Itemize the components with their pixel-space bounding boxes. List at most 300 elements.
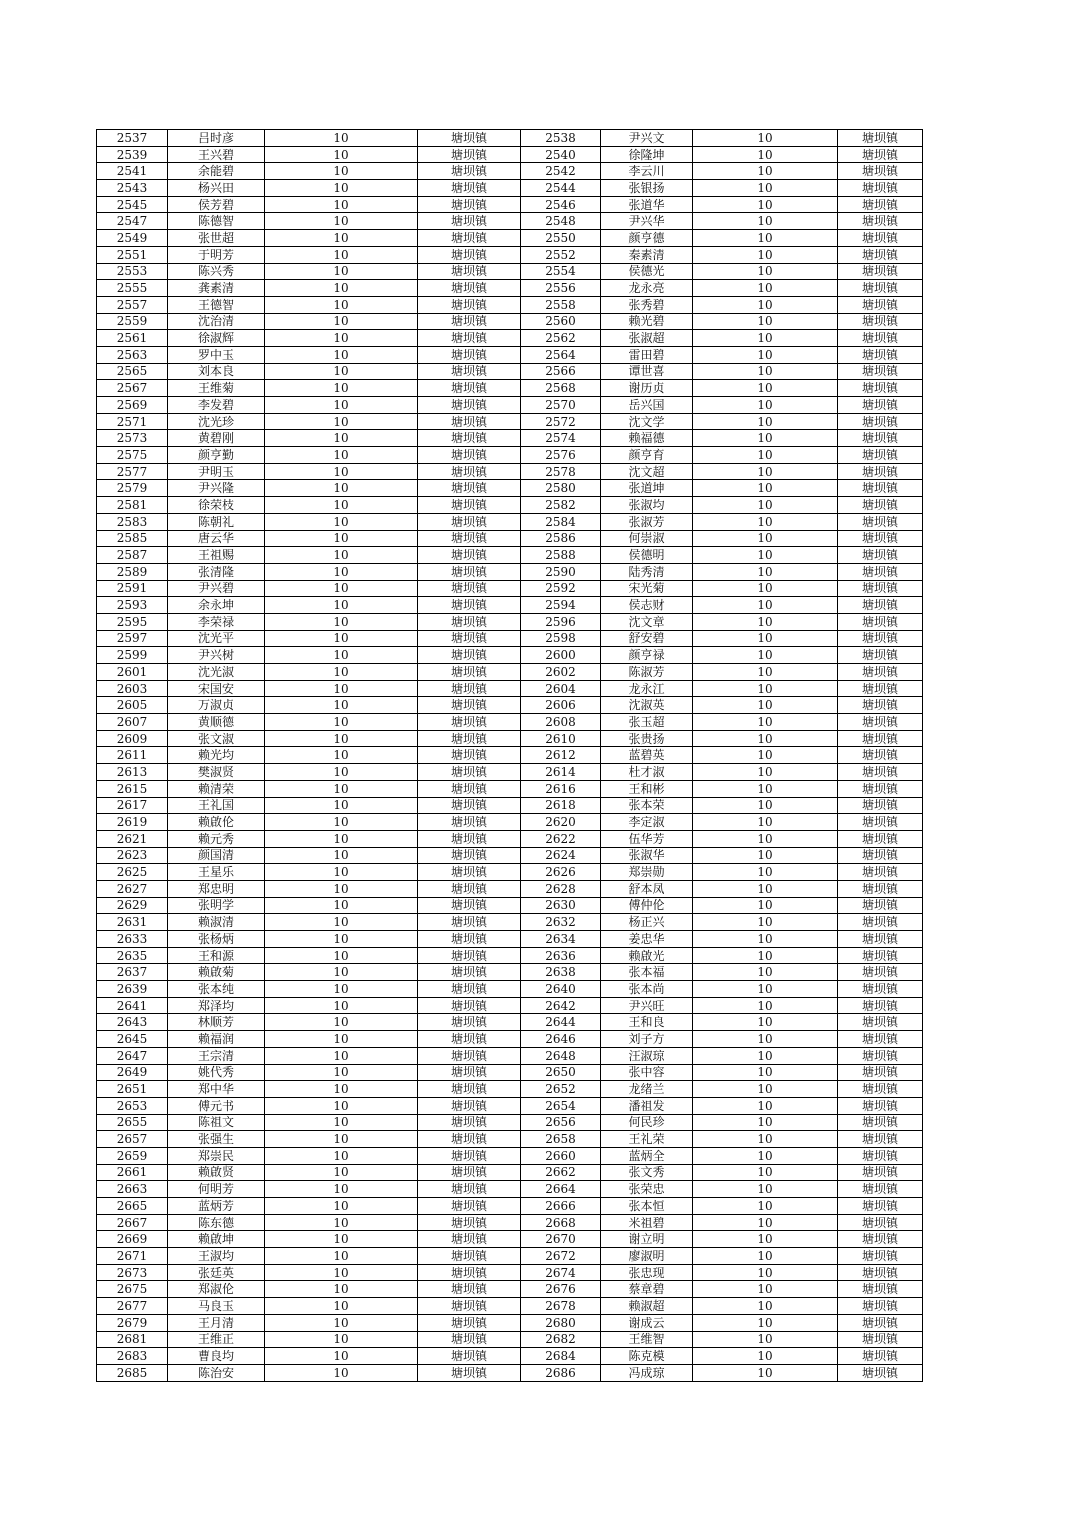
table-cell-town: 塘坝镇 [418,1114,521,1131]
table-cell-amount: 10 [693,1147,838,1164]
table-cell-name: 雷田碧 [601,346,693,363]
table-cell-town: 塘坝镇 [838,413,923,430]
table-cell-id: 2545 [97,196,168,213]
table-row [97,630,923,647]
table-row [97,1097,923,1114]
table-cell-id: 2674 [521,1264,601,1281]
table-cell-id: 2652 [521,1081,601,1098]
table-cell-town: 塘坝镇 [838,196,923,213]
table-cell-name: 秦素清 [601,246,693,263]
table-cell-name: 赖光碧 [601,313,693,330]
table-cell-id: 2622 [521,830,601,847]
table-cell-amount: 10 [265,1181,418,1198]
table-cell-id: 2583 [97,513,168,530]
table-cell-id: 2588 [521,547,601,564]
table-cell-id: 2542 [521,163,601,180]
table-cell-id: 2559 [97,313,168,330]
table-cell-name: 刘本良 [168,363,265,380]
table-cell-amount: 10 [693,463,838,480]
table-cell-amount: 10 [265,880,418,897]
table-row [97,163,923,180]
table-cell-id: 2650 [521,1064,601,1081]
table-cell-name: 李云川 [601,163,693,180]
table-cell-amount: 10 [265,280,418,297]
table-cell-name: 陈德智 [168,213,265,230]
table-cell-id: 2655 [97,1114,168,1131]
table-cell-amount: 10 [693,1164,838,1181]
table-cell-id: 2601 [97,664,168,681]
table-cell-name: 陈兴秀 [168,263,265,280]
table-cell-name: 尹兴文 [601,130,693,147]
table-cell-town: 塘坝镇 [418,246,521,263]
table-cell-name: 余永坤 [168,597,265,614]
table-cell-id: 2581 [97,497,168,514]
table-row [97,430,923,447]
table-cell-id: 2630 [521,897,601,914]
table-cell-id: 2669 [97,1231,168,1248]
table-row [97,647,923,664]
table-cell-id: 2618 [521,797,601,814]
table-cell-town: 塘坝镇 [418,196,521,213]
table-cell-town: 塘坝镇 [418,146,521,163]
table-row [97,981,923,998]
table-cell-id: 2665 [97,1198,168,1215]
table-cell-town: 塘坝镇 [838,880,923,897]
table-cell-id: 2615 [97,780,168,797]
table-cell-amount: 10 [693,947,838,964]
table-row [97,497,923,514]
table-cell-id: 2614 [521,764,601,781]
table-cell-town: 塘坝镇 [838,1214,923,1231]
table-cell-id: 2584 [521,513,601,530]
table-cell-town: 塘坝镇 [838,914,923,931]
table-cell-name: 赖清荣 [168,780,265,797]
table-cell-name: 李定淑 [601,814,693,831]
table-cell-name: 冯成琼 [601,1364,693,1381]
table-cell-id: 2606 [521,697,601,714]
table-cell-name: 米祖碧 [601,1214,693,1231]
table-cell-name: 颜亨育 [601,447,693,464]
table-cell-town: 塘坝镇 [418,914,521,931]
table-cell-id: 2611 [97,747,168,764]
table-cell-town: 塘坝镇 [418,964,521,981]
table-cell-id: 2575 [97,447,168,464]
table-row [97,714,923,731]
table-row [97,664,923,681]
table-cell-town: 塘坝镇 [838,664,923,681]
table-cell-name: 王礼国 [168,797,265,814]
table-cell-name: 张本纯 [168,981,265,998]
table-cell-town: 塘坝镇 [838,1281,923,1298]
table-cell-name: 郑崇勋 [601,864,693,881]
table-cell-name: 杨正兴 [601,914,693,931]
table-row [97,196,923,213]
table-cell-name: 岳兴国 [601,397,693,414]
table-cell-amount: 10 [265,1097,418,1114]
table-cell-town: 塘坝镇 [838,380,923,397]
table-cell-name: 陈克模 [601,1348,693,1365]
table-cell-amount: 10 [693,180,838,197]
table-cell-id: 2648 [521,1047,601,1064]
table-cell-name: 蓝炳芳 [168,1198,265,1215]
table-cell-amount: 10 [265,864,418,881]
table-cell-id: 2646 [521,1031,601,1048]
table-row [97,1064,923,1081]
table-row [97,864,923,881]
table-cell-id: 2544 [521,180,601,197]
table-cell-town: 塘坝镇 [838,1164,923,1181]
table-cell-amount: 10 [265,764,418,781]
table-cell-amount: 10 [265,1281,418,1298]
table-row [97,897,923,914]
table-row [97,313,923,330]
table-cell-amount: 10 [693,330,838,347]
table-cell-name: 张世超 [168,230,265,247]
table-row [97,1047,923,1064]
table-cell-id: 2569 [97,397,168,414]
table-cell-name: 廖淑明 [601,1248,693,1265]
table-cell-amount: 10 [265,1081,418,1098]
table-cell-amount: 10 [693,1214,838,1231]
table-cell-id: 2627 [97,880,168,897]
table-cell-id: 2600 [521,647,601,664]
table-cell-amount: 10 [265,714,418,731]
table-cell-amount: 10 [693,246,838,263]
table-cell-name: 龙永亮 [601,280,693,297]
table-cell-name: 龙绪兰 [601,1081,693,1098]
table-cell-name: 陈朝礼 [168,513,265,530]
table-cell-amount: 10 [265,447,418,464]
table-cell-town: 塘坝镇 [838,1097,923,1114]
table-cell-name: 黄碧刚 [168,430,265,447]
table-cell-name: 汪淑琼 [601,1047,693,1064]
table-cell-town: 塘坝镇 [838,814,923,831]
table-cell-town: 塘坝镇 [838,714,923,731]
table-row [97,1014,923,1031]
roster-body [97,130,923,1382]
table-cell-name: 沈治清 [168,313,265,330]
table-cell-amount: 10 [693,1298,838,1315]
table-cell-name: 赖啟坤 [168,1231,265,1248]
table-cell-amount: 10 [693,730,838,747]
table-cell-town: 塘坝镇 [838,363,923,380]
table-cell-name: 陈东德 [168,1214,265,1231]
table-row [97,947,923,964]
table-cell-town: 塘坝镇 [838,580,923,597]
table-cell-amount: 10 [693,1331,838,1348]
table-cell-id: 2558 [521,296,601,313]
table-cell-town: 塘坝镇 [838,263,923,280]
table-cell-town: 塘坝镇 [838,513,923,530]
table-cell-town: 塘坝镇 [418,563,521,580]
table-cell-amount: 10 [265,747,418,764]
table-row [97,380,923,397]
table-cell-id: 2670 [521,1231,601,1248]
table-cell-name: 杜才淑 [601,764,693,781]
table-cell-amount: 10 [693,263,838,280]
table-cell-id: 2619 [97,814,168,831]
table-cell-name: 张廷英 [168,1264,265,1281]
table-cell-name: 尹兴树 [168,647,265,664]
table-cell-town: 塘坝镇 [418,597,521,614]
table-cell-amount: 10 [693,864,838,881]
table-cell-town: 塘坝镇 [838,647,923,664]
table-cell-town: 塘坝镇 [838,1047,923,1064]
table-cell-town: 塘坝镇 [838,1147,923,1164]
table-cell-id: 2621 [97,830,168,847]
table-cell-town: 塘坝镇 [418,213,521,230]
table-row [97,997,923,1014]
table-cell-amount: 10 [265,947,418,964]
table-cell-amount: 10 [265,263,418,280]
table-cell-town: 塘坝镇 [838,747,923,764]
table-cell-name: 赖啟伦 [168,814,265,831]
table-row [97,397,923,414]
table-cell-amount: 10 [265,1198,418,1215]
table-cell-amount: 10 [693,981,838,998]
table-cell-town: 塘坝镇 [418,780,521,797]
table-cell-amount: 10 [693,747,838,764]
table-cell-town: 塘坝镇 [418,313,521,330]
table-cell-town: 塘坝镇 [838,1114,923,1131]
table-row [97,463,923,480]
table-cell-name: 赖啟贤 [168,1164,265,1181]
table-cell-amount: 10 [693,380,838,397]
table-row [97,330,923,347]
table-cell-amount: 10 [693,363,838,380]
table-cell-id: 2636 [521,947,601,964]
table-cell-name: 颜亨德 [601,230,693,247]
table-cell-town: 塘坝镇 [418,397,521,414]
table-cell-name: 陈治安 [168,1364,265,1381]
table-cell-amount: 10 [693,1047,838,1064]
table-cell-name: 王星乐 [168,864,265,881]
table-cell-town: 塘坝镇 [838,864,923,881]
table-cell-id: 2602 [521,664,601,681]
table-row [97,480,923,497]
table-cell-name: 张淑芳 [601,513,693,530]
table-cell-id: 2644 [521,1014,601,1031]
table-row [97,346,923,363]
table-cell-name: 蓝炳全 [601,1147,693,1164]
table-cell-name: 张银扬 [601,180,693,197]
table-cell-id: 2682 [521,1331,601,1348]
table-cell-town: 塘坝镇 [418,897,521,914]
table-cell-town: 塘坝镇 [418,630,521,647]
table-cell-town: 塘坝镇 [838,1081,923,1098]
table-cell-id: 2590 [521,563,601,580]
table-cell-id: 2550 [521,230,601,247]
table-cell-name: 龚素清 [168,280,265,297]
table-cell-id: 2624 [521,847,601,864]
table-cell-town: 塘坝镇 [418,497,521,514]
table-cell-amount: 10 [693,213,838,230]
table-cell-name: 谭世喜 [601,363,693,380]
table-cell-amount: 10 [265,530,418,547]
table-cell-amount: 10 [693,163,838,180]
table-cell-name: 谢立明 [601,1231,693,1248]
table-cell-id: 2570 [521,397,601,414]
table-cell-id: 2592 [521,580,601,597]
table-cell-name: 赖光均 [168,747,265,764]
table-cell-town: 塘坝镇 [838,630,923,647]
table-cell-name: 万淑贞 [168,697,265,714]
table-cell-id: 2662 [521,1164,601,1181]
table-cell-town: 塘坝镇 [838,931,923,948]
table-cell-id: 2641 [97,997,168,1014]
table-cell-town: 塘坝镇 [838,947,923,964]
table-cell-town: 塘坝镇 [418,363,521,380]
table-cell-amount: 10 [265,964,418,981]
table-cell-id: 2684 [521,1348,601,1365]
table-cell-name: 舒安碧 [601,630,693,647]
table-cell-id: 2579 [97,480,168,497]
table-cell-name: 沈淑英 [601,697,693,714]
table-cell-town: 塘坝镇 [838,613,923,630]
table-cell-town: 塘坝镇 [418,947,521,964]
table-cell-name: 宋国安 [168,680,265,697]
table-cell-name: 沈光平 [168,630,265,647]
table-cell-name: 傅元书 [168,1097,265,1114]
table-row [97,597,923,614]
table-row [97,1314,923,1331]
table-cell-name: 王维智 [601,1331,693,1348]
table-cell-name: 于明芳 [168,246,265,263]
table-row [97,764,923,781]
table-cell-town: 塘坝镇 [418,230,521,247]
table-row [97,563,923,580]
table-cell-name: 赖啟菊 [168,964,265,981]
table-cell-name: 宋光菊 [601,580,693,597]
table-cell-name: 蔡章碧 [601,1281,693,1298]
table-cell-town: 塘坝镇 [838,397,923,414]
table-cell-name: 尹兴华 [601,213,693,230]
table-row [97,780,923,797]
table-cell-id: 2677 [97,1298,168,1315]
table-cell-id: 2605 [97,697,168,714]
table-cell-id: 2616 [521,780,601,797]
table-cell-amount: 10 [693,1348,838,1365]
table-cell-town: 塘坝镇 [418,1264,521,1281]
table-cell-amount: 10 [265,563,418,580]
table-cell-name: 尹兴碧 [168,580,265,597]
table-cell-name: 郑淑伦 [168,1281,265,1298]
table-row [97,1281,923,1298]
table-cell-amount: 10 [693,897,838,914]
table-cell-amount: 10 [693,680,838,697]
table-cell-town: 塘坝镇 [838,730,923,747]
table-cell-name: 陈淑芳 [601,664,693,681]
table-cell-town: 塘坝镇 [838,180,923,197]
table-cell-id: 2587 [97,547,168,564]
table-cell-amount: 10 [693,830,838,847]
table-cell-town: 塘坝镇 [838,1248,923,1265]
table-row [97,296,923,313]
table-cell-id: 2631 [97,914,168,931]
table-cell-amount: 10 [693,914,838,931]
table-row [97,547,923,564]
table-cell-town: 塘坝镇 [838,246,923,263]
table-cell-id: 2543 [97,180,168,197]
table-cell-id: 2613 [97,764,168,781]
table-cell-town: 塘坝镇 [418,380,521,397]
table-cell-id: 2645 [97,1031,168,1048]
table-cell-name: 张杨炳 [168,931,265,948]
table-cell-amount: 10 [265,580,418,597]
table-cell-amount: 10 [693,397,838,414]
table-cell-id: 2604 [521,680,601,697]
table-cell-amount: 10 [693,647,838,664]
table-cell-amount: 10 [693,597,838,614]
table-cell-amount: 10 [693,497,838,514]
table-cell-town: 塘坝镇 [838,1348,923,1365]
table-cell-id: 2608 [521,714,601,731]
table-cell-id: 2552 [521,246,601,263]
table-cell-amount: 10 [265,1147,418,1164]
table-cell-town: 塘坝镇 [838,997,923,1014]
table-cell-town: 塘坝镇 [418,1181,521,1198]
table-cell-amount: 10 [265,680,418,697]
table-cell-amount: 10 [265,313,418,330]
table-cell-amount: 10 [265,630,418,647]
table-cell-amount: 10 [693,547,838,564]
table-cell-id: 2548 [521,213,601,230]
table-cell-id: 2653 [97,1097,168,1114]
table-cell-name: 张贵扬 [601,730,693,747]
table-cell-town: 塘坝镇 [418,296,521,313]
table-cell-id: 2658 [521,1131,601,1148]
table-cell-town: 塘坝镇 [838,230,923,247]
table-cell-id: 2578 [521,463,601,480]
table-cell-amount: 10 [265,1064,418,1081]
table-cell-amount: 10 [265,246,418,263]
table-cell-name: 颜亨勤 [168,447,265,464]
table-row [97,213,923,230]
table-cell-amount: 10 [265,230,418,247]
table-cell-id: 2643 [97,1014,168,1031]
table-cell-amount: 10 [265,1264,418,1281]
table-cell-town: 塘坝镇 [418,130,521,147]
table-row [97,180,923,197]
table-cell-town: 塘坝镇 [418,547,521,564]
table-cell-id: 2623 [97,847,168,864]
table-cell-amount: 10 [693,1198,838,1215]
table-cell-name: 姜忠华 [601,931,693,948]
table-cell-amount: 10 [265,981,418,998]
table-cell-id: 2553 [97,263,168,280]
table-cell-amount: 10 [693,630,838,647]
table-cell-amount: 10 [265,1214,418,1231]
table-row [97,1348,923,1365]
table-cell-id: 2597 [97,630,168,647]
table-cell-id: 2591 [97,580,168,597]
table-cell-id: 2680 [521,1314,601,1331]
table-cell-town: 塘坝镇 [418,1214,521,1231]
table-cell-amount: 10 [265,363,418,380]
table-cell-town: 塘坝镇 [418,1097,521,1114]
table-cell-id: 2671 [97,1248,168,1265]
table-cell-id: 2612 [521,747,601,764]
table-cell-id: 2657 [97,1131,168,1148]
table-cell-amount: 10 [693,1014,838,1031]
table-cell-amount: 10 [265,380,418,397]
table-cell-amount: 10 [693,563,838,580]
table-cell-amount: 10 [265,613,418,630]
table-cell-amount: 10 [265,413,418,430]
table-cell-amount: 10 [265,547,418,564]
table-cell-town: 塘坝镇 [838,497,923,514]
table-cell-town: 塘坝镇 [838,697,923,714]
